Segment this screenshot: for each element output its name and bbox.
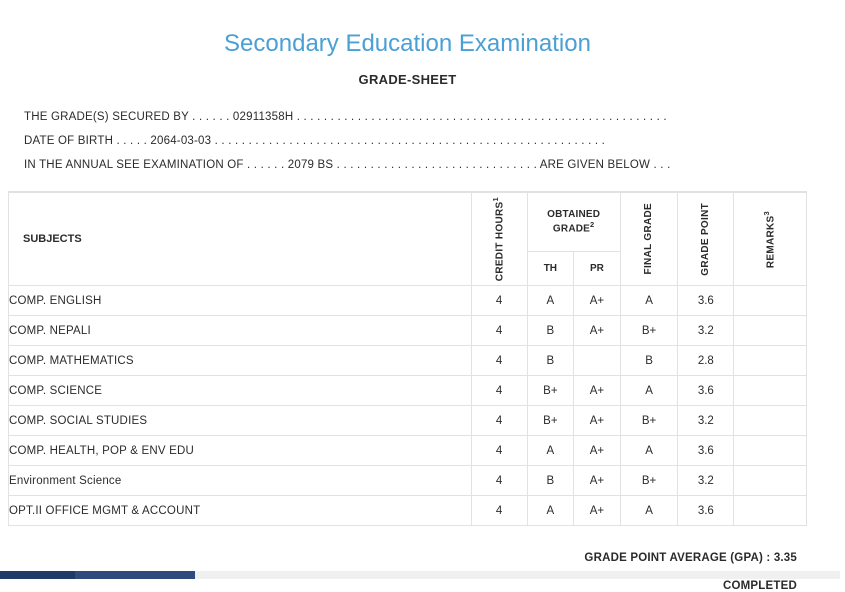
- cell-th: B: [527, 466, 574, 496]
- cell-th: B+: [527, 406, 574, 436]
- header-remarks: REMARKS$^3$: [734, 193, 807, 286]
- cell-grade-point: 3.2: [678, 406, 734, 436]
- cell-final: B+: [620, 466, 678, 496]
- cell-subject: COMP. SOCIAL STUDIES: [9, 406, 472, 436]
- header-theory: TH: [527, 251, 574, 285]
- cell-grade-point: 2.8: [678, 346, 734, 376]
- page-title: Secondary Education Examination: [224, 30, 591, 57]
- cell-th: B: [527, 346, 574, 376]
- cell-pr: [574, 346, 621, 376]
- horizontal-scrollbar[interactable]: [0, 569, 845, 579]
- cell-subject: COMP. HEALTH, POP & ENV EDU: [9, 436, 472, 466]
- cell-pr: A+: [574, 316, 621, 346]
- cell-remarks: [734, 346, 807, 376]
- scrollbar-thumb[interactable]: [75, 571, 195, 579]
- cell-remarks: [734, 286, 807, 316]
- right-gutter: [815, 0, 845, 579]
- cell-pr: A+: [574, 286, 621, 316]
- grades-table-body: [9, 286, 807, 526]
- header-subjects: SUBJECTS: [9, 193, 472, 286]
- grades-table: [8, 192, 807, 526]
- cell-th: B: [527, 316, 574, 346]
- cell-remarks: [734, 316, 807, 346]
- cell-th: B+: [527, 376, 574, 406]
- cell-final: A: [620, 376, 678, 406]
- gradesheet-footer: [18, 526, 797, 592]
- cell-pr: A+: [574, 466, 621, 496]
- gpa-value: GRADE POINT AVERAGE (GPA) : 3.35: [584, 552, 797, 565]
- cell-pr: A+: [574, 406, 621, 436]
- cell-remarks: [734, 466, 807, 496]
- cell-credit: 4: [471, 286, 527, 316]
- header-row-top: [9, 193, 807, 252]
- cell-th: A: [527, 496, 574, 526]
- status-badge: COMPLETED: [723, 580, 797, 592]
- header-grade-point: GRADE POINT: [678, 193, 734, 286]
- table-row: [9, 376, 807, 406]
- cell-grade-point: 3.6: [678, 376, 734, 406]
- table-row: [9, 286, 807, 316]
- cell-th: A: [527, 436, 574, 466]
- cell-final: B: [620, 346, 678, 376]
- table-row: [9, 316, 807, 346]
- cell-pr: A+: [574, 436, 621, 466]
- cell-grade-point: 3.2: [678, 316, 734, 346]
- cell-subject: COMP. MATHEMATICS: [9, 346, 472, 376]
- cell-grade-point: 3.6: [678, 286, 734, 316]
- cell-credit: 4: [471, 406, 527, 436]
- cell-subject: COMP. NEPALI: [9, 316, 472, 346]
- cell-credit: 4: [471, 376, 527, 406]
- cell-credit: 4: [471, 466, 527, 496]
- cell-final: A: [620, 496, 678, 526]
- grades-table-head: [9, 193, 807, 286]
- table-row: [9, 346, 807, 376]
- cell-grade-point: 3.6: [678, 496, 734, 526]
- cell-credit: 4: [471, 316, 527, 346]
- cell-remarks: [734, 436, 807, 466]
- cell-remarks: [734, 376, 807, 406]
- table-row: [9, 436, 807, 466]
- cell-final: A: [620, 286, 678, 316]
- cell-credit: 4: [471, 496, 527, 526]
- cell-grade-point: 3.2: [678, 466, 734, 496]
- cell-credit: 4: [471, 436, 527, 466]
- info-line-exam-year: IN THE ANNUAL SEE EXAMINATION OF . . . . . . 2079 BS . . . . . . . . . . . . . . . . . . . . . . . . . . . . . . ARE GIVEN BELOW . . .: [24, 159, 671, 171]
- cell-subject: COMP. ENGLISH: [9, 286, 472, 316]
- cell-credit: 4: [471, 346, 527, 376]
- cell-remarks: [734, 496, 807, 526]
- cell-pr: A+: [574, 376, 621, 406]
- student-info-block: [0, 105, 815, 177]
- header-obtained-grade: OBTAINED GRADE$^2$: [527, 193, 620, 252]
- cell-final: B+: [620, 316, 678, 346]
- page-subtitle: GRADE-SHEET: [358, 72, 457, 87]
- table-row: [9, 466, 807, 496]
- table-row: [9, 406, 807, 436]
- cell-subject: OPT.II OFFICE MGMT & ACCOUNT: [9, 496, 472, 526]
- info-line-date-of-birth: DATE OF BIRTH . . . . . 2064-03-03 . . . . . . . . . . . . . . . . . . . . . . . . . . . . . . . . . . . . . . . . . . . . . . . . . . . . . . . . . .: [24, 135, 606, 147]
- header-practical: PR: [574, 251, 621, 285]
- header-final-grade: FINAL GRADE: [620, 193, 678, 286]
- cell-subject: Environment Science: [9, 466, 472, 496]
- header-credit-hours: CREDIT HOURS$^1$: [471, 193, 527, 286]
- info-line-grades-secured-by: THE GRADE(S) SECURED BY . . . . . . 02911358H . . . . . . . . . . . . . . . . . . . . . . . . . . . . . . . . . . . . . . . . . . . . . . . . . . . . . . .: [24, 111, 667, 123]
- scrollbar-left-segment[interactable]: [0, 571, 75, 579]
- cell-final: A: [620, 436, 678, 466]
- cell-th: A: [527, 286, 574, 316]
- table-row: [9, 496, 807, 526]
- cell-subject: COMP. SCIENCE: [9, 376, 472, 406]
- cell-final: B+: [620, 406, 678, 436]
- cell-remarks: [734, 406, 807, 436]
- cell-pr: A+: [574, 496, 621, 526]
- cell-grade-point: 3.6: [678, 436, 734, 466]
